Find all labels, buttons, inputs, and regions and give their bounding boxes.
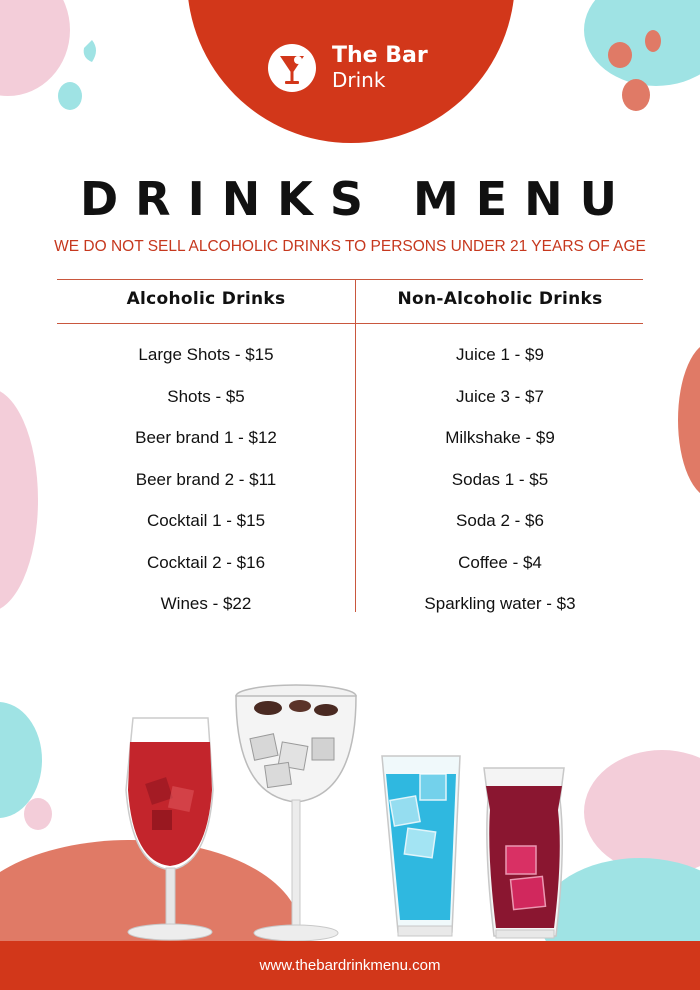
list-item: Large Shots - $15: [138, 345, 274, 364]
page-title: DRINKS MENU: [79, 172, 635, 226]
clear-cocktail-glass-icon: [236, 685, 356, 941]
blue-drink-glass-icon: [382, 756, 460, 936]
table-top-rule: [57, 279, 643, 280]
list-item: Soda 2 - $6: [456, 511, 544, 530]
red-cocktail-glass-icon: [126, 718, 213, 940]
cocktail-glass-logo-icon: [268, 44, 316, 92]
list-item: Shots - $5: [167, 386, 245, 406]
pink-blob-top-left: [0, 0, 70, 96]
coral-blob-right: [678, 342, 700, 498]
list-item: Wines - $22: [160, 594, 252, 613]
list-item: Beer brand 2 - $11: [135, 469, 277, 489]
drinks-illustration: [0, 670, 700, 945]
list-item: Cocktail 2 - $16: [146, 552, 266, 572]
list-item: Sodas 1 - $5: [451, 469, 549, 489]
list-item: Sparkling water - $3: [424, 594, 576, 613]
berry-drink-glass-icon: [484, 768, 564, 938]
teal-drop-top-left-2: [58, 82, 82, 110]
non-alcoholic-heading: Non-Alcoholic Drinks: [397, 289, 603, 309]
list-item: Coffee - $4: [458, 552, 542, 572]
list-item: Juice 3 - $7: [456, 386, 544, 406]
coral-drop-top-right-1: [608, 42, 632, 68]
brand-name-line2: Drink: [332, 68, 386, 92]
coral-drop-top-right-2: [645, 30, 661, 52]
brand-name-line1: The Bar: [332, 43, 428, 68]
brand-logo: [268, 44, 428, 92]
alcoholic-heading: Alcoholic Drinks: [126, 289, 286, 309]
table-header-rule: [57, 323, 643, 324]
list-item: Milkshake - $9: [445, 428, 555, 447]
age-notice: WE DO NOT SELL ALCOHOLIC DRINKS TO PERSONS UNDER 21 YEARS OF AGE: [54, 238, 646, 255]
teal-drop-top-left-1: [84, 40, 96, 62]
non-alcoholic-list: [355, 343, 645, 634]
teal-blob-top-right: [584, 0, 700, 86]
list-item: Cocktail 1 - $15: [146, 511, 266, 530]
alcoholic-list: [61, 343, 351, 634]
coral-drop-top-right-3: [622, 79, 650, 111]
footer-bar: [0, 941, 700, 990]
pink-blob-left: [0, 388, 38, 612]
list-item: Beer brand 1 - $12: [135, 428, 277, 447]
list-item: Juice 1 - $9: [456, 345, 544, 364]
website-link[interactable]: www.thebardrinkmenu.com: [259, 957, 441, 974]
